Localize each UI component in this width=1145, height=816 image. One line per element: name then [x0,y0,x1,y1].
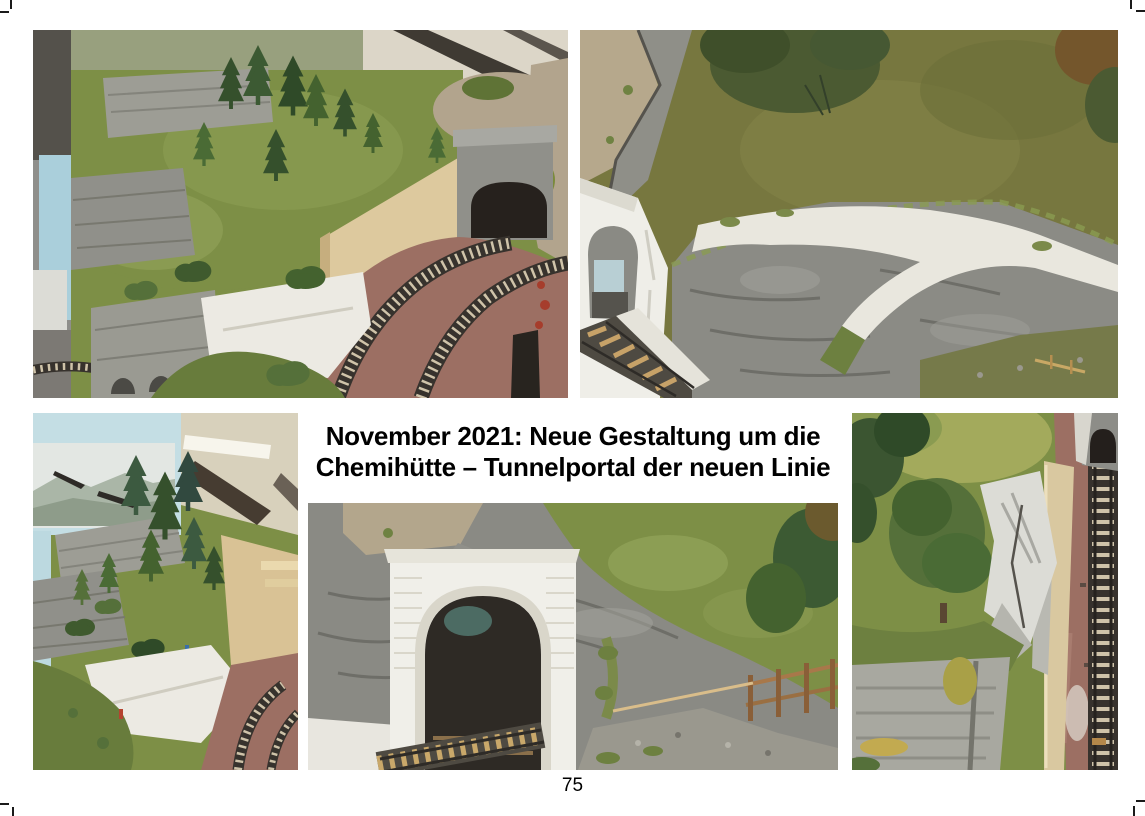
photo-white-portal-closeup [308,503,838,770]
stone-tunnel-portal [453,125,557,240]
photo-layout-overview [33,30,568,398]
stone-portal-top [1074,413,1118,471]
page-number: 75 [561,775,584,796]
corner-mark-top-right-h [1136,10,1145,12]
corner-mark-top-left-h [0,11,9,13]
page-title [290,421,856,483]
corner-mark-bottom-left-h [0,803,9,805]
corner-mark-top-right-v [1130,0,1132,9]
corner-mark-bottom-right-v [1133,806,1135,816]
photo-plaster-path-overhead [580,30,1118,398]
corner-mark-bottom-right-h [1136,800,1145,802]
corner-mark-top-left-v [10,0,12,9]
grey-rock-wall [852,657,1010,770]
figure-red [119,709,123,719]
plywood-fascia [221,535,298,675]
page-title-line2: Chemihütte – Tunnelportal der neuen Linie [315,452,831,482]
photo-trackside-wall [852,413,1118,770]
photo-hillside-conifers [33,413,298,770]
page-title-line1: November 2021: Neue Gestaltung um die [325,421,821,451]
corner-mark-bottom-left-v [12,807,14,816]
